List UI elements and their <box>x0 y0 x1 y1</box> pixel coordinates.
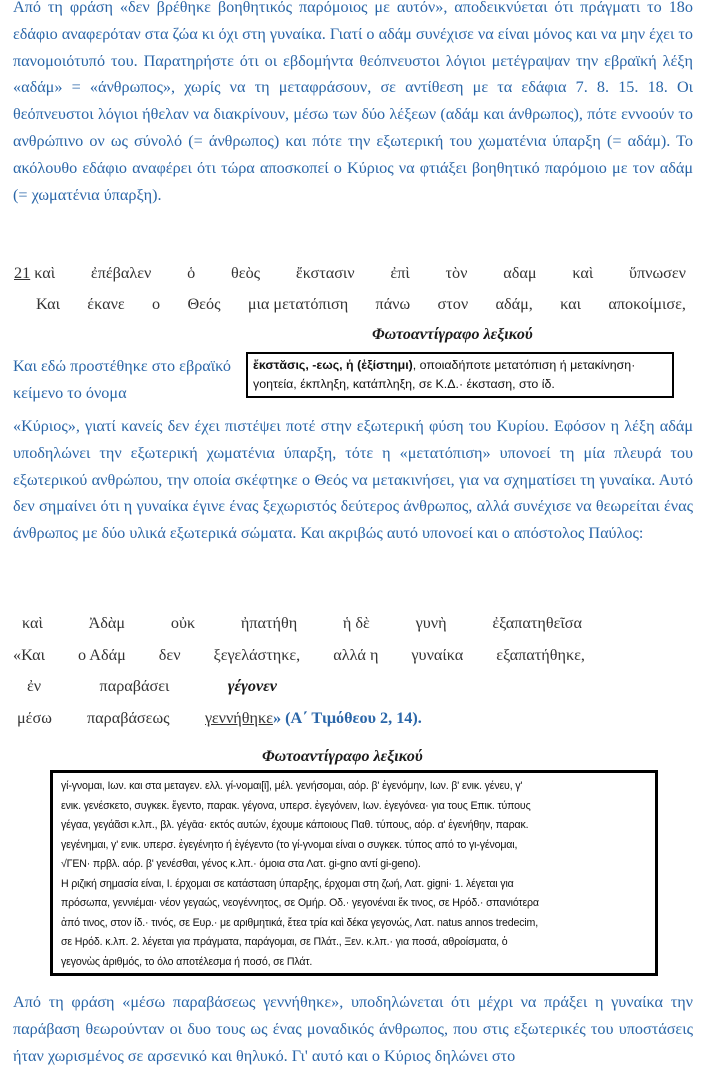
modern-word: μια μετατόπιση <box>247 295 349 313</box>
dict-line: γί-γνομαι, Ιων. και στα μεταγεν. ελλ. γί-νομαι[ῑ], μέλ. γενήσομαι, αόρ. β' ἐγενόμην, Ιων. β' ενικ. γένευ, γ' <box>61 780 523 792</box>
modern-word: μέσω <box>17 709 52 727</box>
verse21-modern-row <box>36 295 686 314</box>
dict-line: γέγαα, γεγάᾶσι κ.λπ., βλ. γέγᾱα· εκτός αυτών, έχουμε κάποιους Παθ. τύπους, αόρ. α' ἐγενήθην, παρακ. <box>61 819 529 831</box>
verse21-greek-row <box>14 264 686 283</box>
greek-word: οὐκ <box>170 614 196 632</box>
greek-word: καὶ <box>22 614 43 632</box>
scripture-reference: » (Α΄ Τιμόθεου 2, 14). <box>272 709 422 727</box>
greek-word: ἐξαπατηθεῖσα <box>492 614 582 632</box>
greek-word: Ἀδὰμ <box>88 614 126 632</box>
modern-word: ο <box>152 295 161 313</box>
dictionary-box-2 <box>50 770 658 976</box>
greek-word: καὶ <box>34 264 56 282</box>
dict-headword: ἔκστᾰσις, -εως, ἡ <box>253 358 354 372</box>
greek-word: ὕπνωσεν <box>628 264 686 282</box>
greek-word: παραβάσει <box>99 677 170 695</box>
dict-line: ενικ. γενέσκετο, συγκεκ. ἔγεντο, παρακ. γέγονα, υπερσ. ἐγεγόνειν, Ιων. ἐγεγόνεα· για τους Επικ. τύπους <box>61 799 531 812</box>
greek-word: ἐπέβαλεν <box>90 264 152 282</box>
modern-word: αδάμ, <box>495 295 533 313</box>
greek-word: ἡ δὲ <box>342 614 370 632</box>
paragraph-intro: Από τη φράση «δεν βρέθηκε βοηθητικός παρόμοιος με αυτόν», αποδεικνύεται ότι πράγματι το 18ο εδάφιο αναφερόταν στα ζώα κι όχι στη γυναίκα. Γιατί ο αδάμ συνέχισε να είναι μόνος και να μην έχει το πανομοιότυπό του. Παρατηρήστε ότι οι εβδομήντα θεόπνευστοι λόγιοι μετέγραψαν την εβραϊκή λέξη «αδάμ» = «άνθρωπος», χωρίς να τη μεταφράσουν, σε αντίθεση με τα εδάφια 7. 8. 15. 18. Οι θεόπνευστοι λόγιοι ήθελαν να διακρίνουν, μέσω των δύο λέξεων (αδάμ και άνθρωπος), πότε εννοούν το ανθρώπινο ον ως σύνολό (= άνθρωπος) και πότε την εξωτερική του χωματένια ύπαρξη (= αδάμ). Το ακόλουθο εδάφιο αναφέρει ότι τώρα αποσκοπεί ο Κύριος να φτιάξει βοηθητικό παρόμοιο με τον αδάμ (= χωματένια ύπαρξη). <box>13 0 693 204</box>
caption-dictionary-2: Φωτοαντίγραφο λεξικού <box>262 748 423 765</box>
dict-line: Η ριζική σημασία είναι, I. έρχομαι σε κατάσταση ύπαρξης, έρχομαι στη ζωή, Λατ. gigni· 1. λέγεται για <box>61 877 514 890</box>
modern-word: Θεός <box>187 295 221 313</box>
modern-word: έκανε <box>87 295 125 313</box>
greek-word: ἠπατήθη <box>240 614 298 632</box>
greek-word: ἐπὶ <box>390 264 410 282</box>
modern-word: αποκοίμισε, <box>608 295 686 313</box>
dict-line: σε Ηρόδ. κ.λπ. 2. λέγεται για πράγματα, παράγομαι, σε Πλάτ., Ξεν. κ.λπ.· για ποσά, αθροίσματα, ὁ <box>61 936 508 948</box>
paragraph-2-rest: «Κύριος», γιατί κανείς δεν έχει πιστέψει ποτέ στην εξωτερική φύση του Κυρίου. Εφόσον η λέξη αδάμ υποδηλώνει την εξωτερική χωματένια ύπαρξη, τότε η «μετατόπιση» υπονοεί τη μία πλευρά του εξωτερικού ανθρώπου, την οποία σκέφτηκε ο Θεός να μετακινήσει, για να σχηματίσει τη γυναίκα. Αυτό δεν σημαίνει ότι η γυναίκα έγινε ένας ξεχωριστός δεύτερος άνθρωπος, αλλά συνέχισε να θεωρείται ένας άνθρωπος με δύο υλικά εξωτερικά σώματα. Και ακριβώς αυτό υπονοεί και ο απόστολος Παύλος: <box>13 417 693 543</box>
greek-word: θεὸς <box>231 264 261 282</box>
dict-line: γεγένημαι, γ' ενικ. υπερσ. ἐγεγένητο ή ἐγέγεντο (το γί-γνομαι είναι ο συγκεκ. τύπος από το γι-γένομαι, <box>61 838 518 851</box>
greek-word: ὁ <box>187 264 196 282</box>
modern-word: ξεγελάστηκε, <box>213 646 301 664</box>
modern-word: και <box>560 295 582 313</box>
dict-line: √ΓΕΝ· πρβλ. αόρ. β' γενέσθαι, γένος κ.λπ.· όμοια στα Λατ. gi-gno αντί gi-geno). <box>61 858 421 870</box>
modern-word: στον <box>437 295 469 313</box>
modern-word: εξαπατήθηκε, <box>496 646 585 664</box>
modern-word: ο Αδάμ <box>78 646 126 664</box>
modern-word: γυναίκα <box>411 646 464 664</box>
verse-number: 21 <box>14 264 31 282</box>
modern-word: πάνω <box>375 295 411 313</box>
modern-word: παραβάσεως <box>87 709 170 727</box>
greek-word: αδαμ <box>503 264 537 282</box>
dict-line: πρόσωπα, γεννιέμαι· νέον γεγαώς, νεογέννητος, σε Ομήρ. Οδ.· γεγονέναι ἔκ τινος, σε Ηρόδ.· σπανιότερα <box>61 897 539 909</box>
paul-modern-row-2 <box>17 709 463 728</box>
paragraph-2-start: Και εδώ προστέθηκε στο εβραϊκό κείμενο το όνομα <box>13 357 231 402</box>
greek-word: ἐν <box>27 677 42 695</box>
paragraph-3: Από τη φράση «μέσω παραβάσεως γεννήθηκε», υποδηλώνεται ότι μέχρι να πράξει η γυναίκα την παράβαση θεωρούνταν οι δυο τους ως ένας μοναδικός άνθρωπος, που στις εξωτερικές του υποστάσεις ήταν χωρισμένος σε αρσενικό και θηλυκό. Γι' αυτό και ο Κύριος δηλώνει στο <box>13 993 693 1065</box>
modern-word: «Και <box>13 646 46 664</box>
greek-word: γυνὴ <box>415 614 447 632</box>
dict-line: ἀπό τινος, στον ίδ.· τινός, σε Ευρ.· με αριθμητικά, ἔτεα τρία καὶ δέκα γεγονώς, Λατ. natus annos tredecim, <box>61 916 539 929</box>
dict-line: γεγονὼς ἀριθμός, το όλο αποτέλεσμα ή ποσό, σε Πλάτ. <box>61 955 313 968</box>
paul-greek-row-1 <box>22 614 582 633</box>
dict-root: (ἐξίστημι) <box>357 358 413 372</box>
greek-word: γέγονεν <box>227 677 277 695</box>
greek-word: καὶ <box>572 264 594 282</box>
paul-greek-row-2 <box>27 677 277 696</box>
greek-word: ἔκστασιν <box>295 264 355 282</box>
modern-word: γεννήθηκε <box>205 709 273 727</box>
paul-modern-row-1 <box>13 646 585 665</box>
dict-definition: , οποιαδήποτε μετατόπιση ή μετακίνηση· γοητεία, έκπληξη, κατάπληξη, σε Κ.Δ.· έκσταση, στο ίδ. <box>253 358 636 391</box>
caption-dictionary-1: Φωτοαντίγραφο λεξικού <box>372 326 533 343</box>
modern-word: δεν <box>158 646 181 664</box>
greek-word: τὸν <box>445 264 468 282</box>
modern-word: αλλά η <box>333 646 379 664</box>
dictionary-box-1 <box>246 352 674 398</box>
modern-word: Και <box>36 295 60 313</box>
